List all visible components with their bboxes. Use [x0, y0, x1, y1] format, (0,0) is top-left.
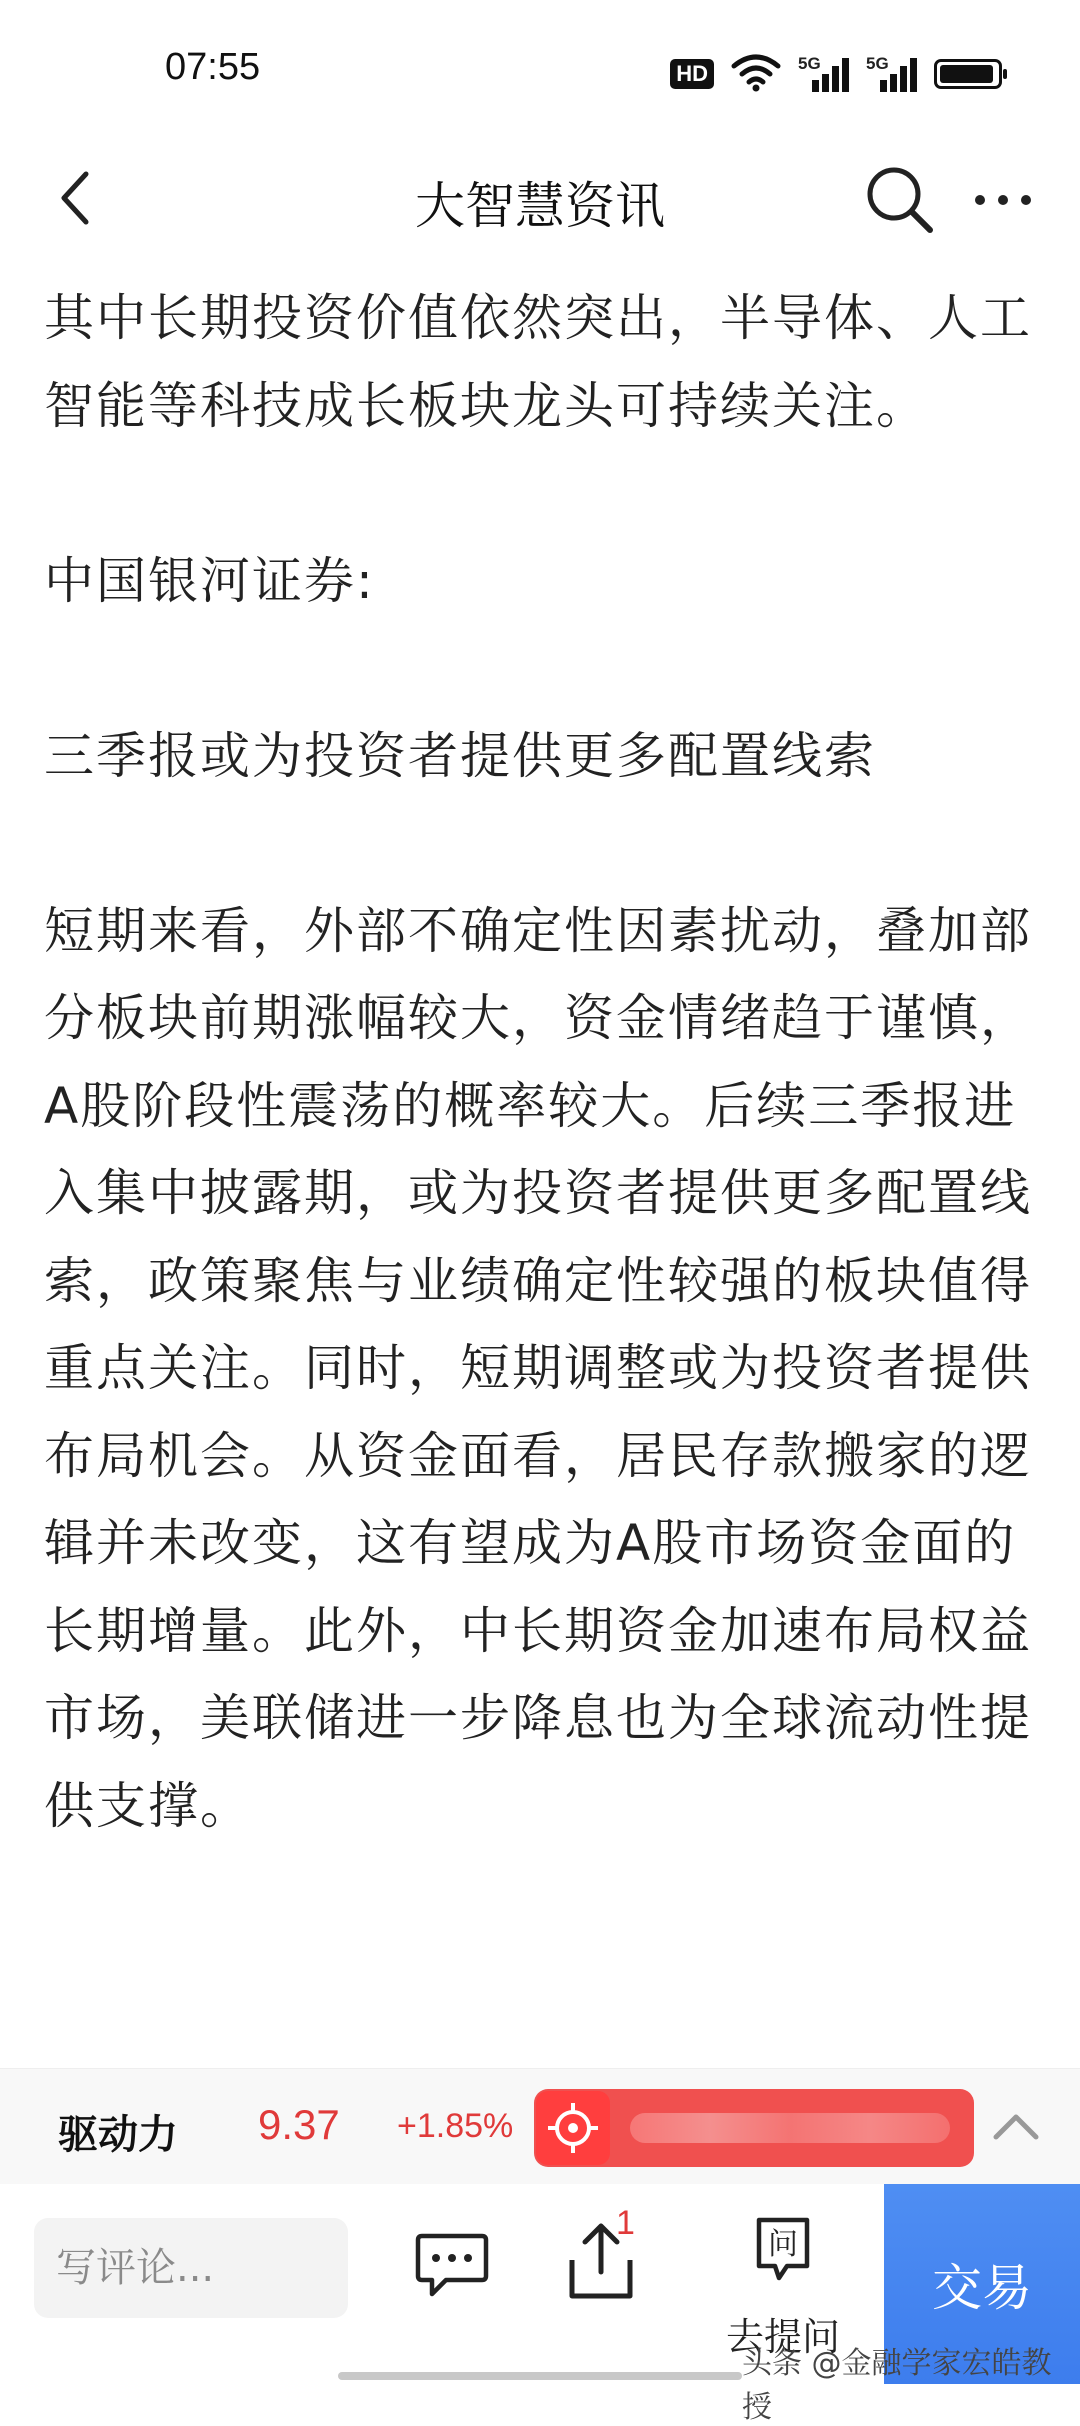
stock-change: +1.85%	[397, 2107, 514, 2145]
status-time: 07:55	[165, 46, 261, 88]
hd-voice-icon: HD	[670, 59, 714, 89]
stock-name[interactable]: 驱动力	[58, 2112, 178, 2158]
comment-bubble-icon	[412, 2228, 492, 2302]
comment-input[interactable]	[34, 2218, 348, 2318]
question-doc-icon	[751, 2214, 815, 2286]
wifi-icon	[730, 52, 782, 96]
comments-button[interactable]	[412, 2228, 492, 2302]
article-paragraph: 短期来看，外部不确定性因素扰动，叠加部分板块前期涨幅较大，资金情绪趋于谨慎，A股阶段性震荡的概率较大。后续三季报进入集中披露期，或为投资者提供更多配置线索，政策聚焦与业绩确定性较强的板块值得重点关注。同时，短期调整或为投资者提供布局机会。从资金面看，居民存款搬家的逻辑并未改变，这有望成为A股市场资金面的长期增量。此外，中长期资金加速布局权益市场，美联储进一步降息也为全球流动性提供支撑。	[44, 901, 1032, 1835]
article-paragraph: 中国银河证券:	[44, 551, 375, 610]
watermark: 头条 @金融学家宏皓教授	[742, 2346, 1052, 2425]
search-button[interactable]	[862, 162, 936, 236]
more-icon	[968, 170, 1038, 230]
trade-button[interactable]: 交易	[884, 2184, 1080, 2384]
battery-icon	[934, 59, 1002, 89]
stock-price: 9.37	[258, 2101, 340, 2148]
cellular-signal-icon-2: 5G	[866, 56, 918, 92]
nav-bar	[0, 140, 1080, 260]
cellular-signal-icon: 5G	[798, 56, 850, 92]
status-icons	[670, 52, 1002, 96]
promo-banner[interactable]	[534, 2089, 974, 2167]
ask-question-label: 去提问	[725, 2315, 840, 2359]
article-body	[44, 275, 1044, 1850]
chevron-up-icon	[984, 2097, 1048, 2157]
status-bar	[0, 0, 1080, 140]
share-count-badge: 1	[616, 2204, 635, 2242]
promo-text-blurred	[630, 2113, 950, 2143]
stock-ticker-bar[interactable]	[0, 2068, 1080, 2185]
search-icon	[862, 162, 936, 236]
collapse-button[interactable]	[984, 2097, 1048, 2157]
article-paragraph: 其中长期投资价值依然突出，半导体、人工智能等科技成长板块龙头可持续关注。	[44, 289, 1032, 435]
svg-text:问: 问	[768, 2227, 798, 2262]
more-button[interactable]	[968, 170, 1038, 230]
article-subheading: 三季报或为投资者提供更多配置线索	[44, 726, 876, 785]
target-icon	[536, 2091, 610, 2165]
home-indicator[interactable]	[338, 2372, 742, 2380]
page-title: 大智慧资讯	[415, 177, 665, 235]
